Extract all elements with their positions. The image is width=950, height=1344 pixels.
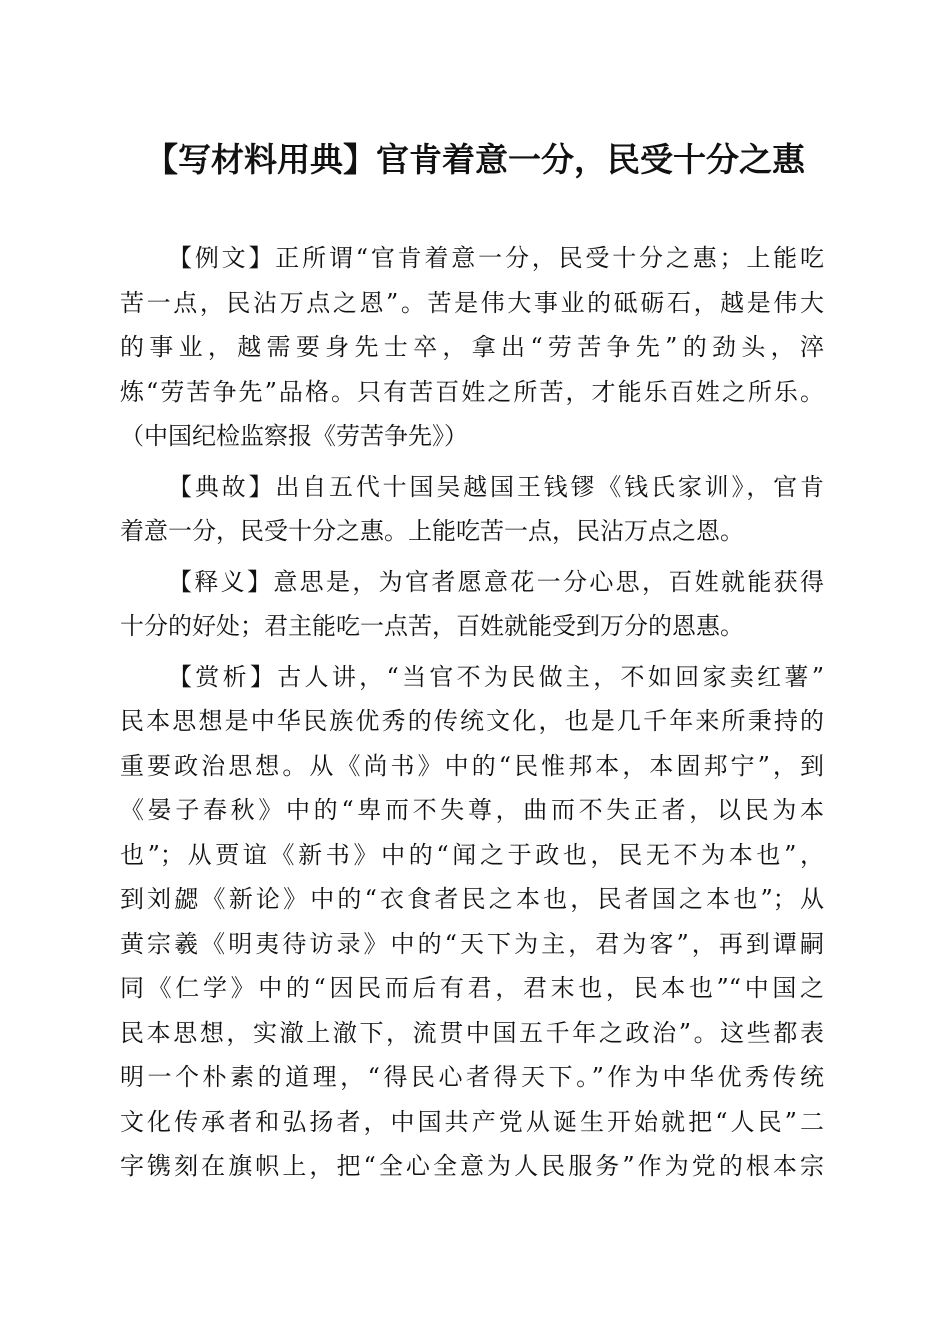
text-line: 《晏子春秋》中的“卑而不失尊，曲而不失正者，以民为本 — [120, 796, 824, 824]
text-line: 【典故】出自五代十国吴越国王钱镠《钱氏家训》，官肯 — [168, 472, 824, 501]
text-line: 民本思想，实澈上澈下，流贯中国五千年之政治”。这些都表 — [120, 1018, 824, 1047]
text-line: 的事业，越需要身先士卒，拿出“劳苦争先”的劲头，淬 — [120, 333, 824, 361]
text-line: 黄宗羲《明夷待访录》中的“天下为主，君为客”，再到谭嗣 — [120, 929, 824, 958]
text-line: 明一个朴素的道理，“得民心者得天下。”作为中华优秀传统 — [120, 1063, 824, 1091]
text-line: （中国纪检监察报《劳苦争先》） — [120, 422, 468, 450]
text-line: 也”；从贾谊《新书》中的“闻之于政也，民无不为本也”， — [120, 840, 824, 869]
text-line: 【赏析】古人讲，“当官不为民做主，不如回家卖红薯” — [168, 662, 824, 691]
text-line: 苦一点，民沾万点之恩”。苦是伟大事业的砥砺石，越是伟大 — [120, 288, 824, 317]
document-title: 【写材料用典】官肯着意一分，民受十分之惠 — [145, 140, 805, 179]
text-line: 到刘勰《新论》中的“衣食者民之本也，民者国之本也”；从 — [120, 885, 824, 913]
text-line: 【释义】意思是，为官者愿意花一分心思，百姓就能获得 — [168, 567, 824, 596]
paragraph-example — [120, 236, 824, 459]
text-line: 字镌刻在旗帜上，把“全心全意为人民服务”作为党的根本宗 — [120, 1152, 824, 1180]
text-line: 文化传承者和弘扬者，中国共产党从诞生开始就把“人民”二 — [120, 1107, 824, 1136]
text-line: 同《仁学》中的“因民而后有君，君末也，民本也”“中国之 — [120, 974, 824, 1002]
paragraph-meaning — [120, 560, 824, 649]
paragraph-analysis — [120, 655, 824, 1189]
document-body — [120, 236, 824, 1189]
text-line: 重要政治思想。从《尚书》中的“民惟邦本，本固邦宁”，到 — [120, 751, 824, 780]
text-line: 十分的好处；君主能吃一点苦，百姓就能受到万分的恩惠。 — [120, 612, 744, 640]
paragraph-allusion — [120, 465, 824, 554]
text-line: 【例文】正所谓“官肯着意一分，民受十分之惠；上能吃 — [168, 244, 824, 272]
text-line: 着意一分，民受十分之惠。上能吃苦一点，民沾万点之恩。 — [120, 517, 744, 545]
text-line: 炼“劳苦争先”品格。只有苦百姓之所苦，才能乐百姓之所乐。 — [120, 377, 824, 406]
text-line: 民本思想是中华民族优秀的传统文化，也是几千年来所秉持的 — [120, 707, 824, 735]
